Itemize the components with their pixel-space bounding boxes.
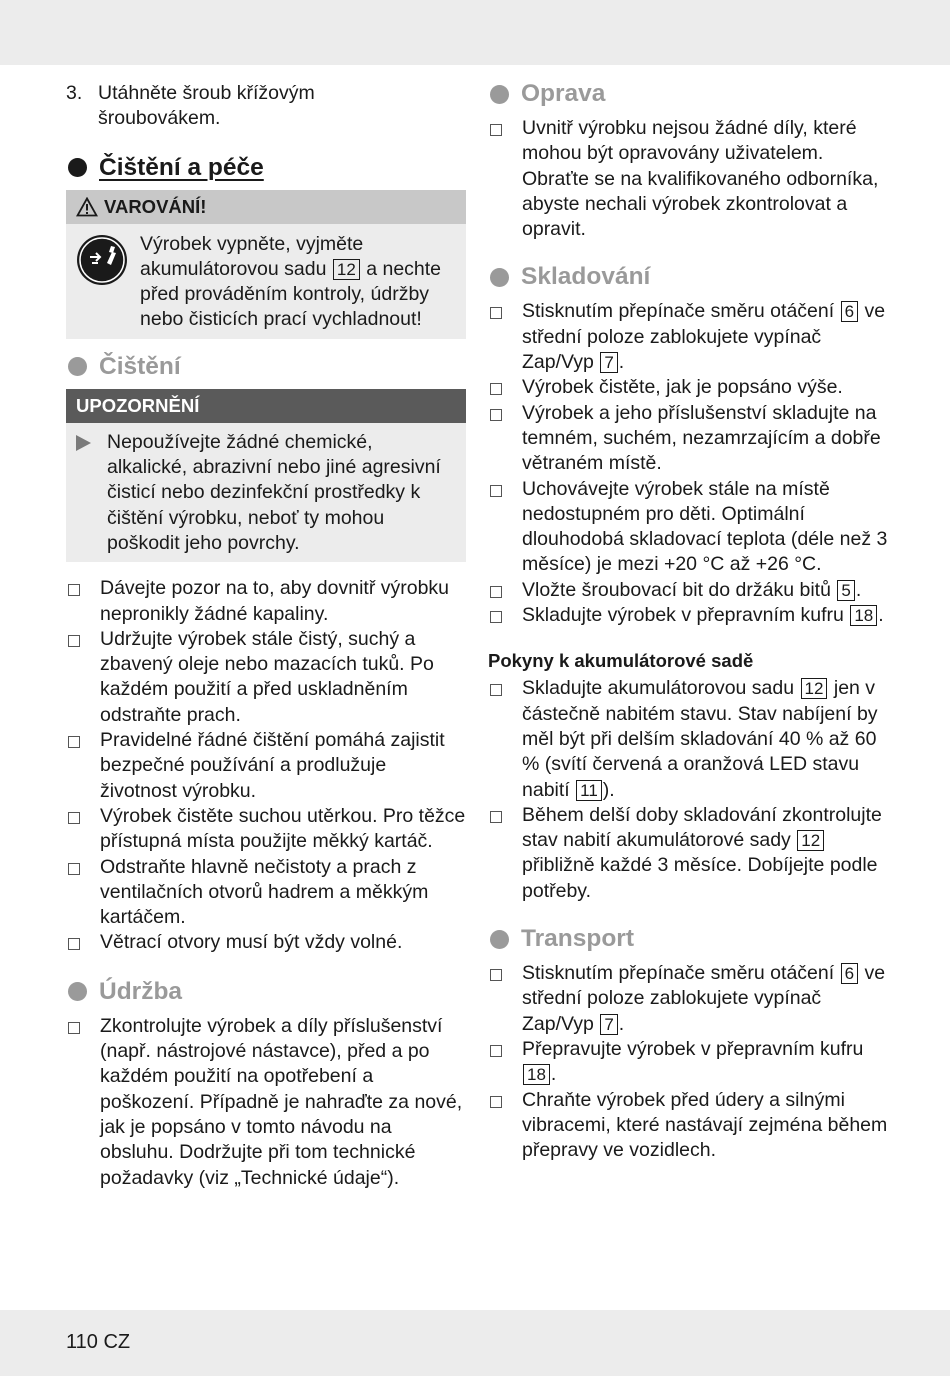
warning-body xyxy=(66,224,466,339)
step-number: 3. xyxy=(66,82,83,104)
checkbox-bullet-icon xyxy=(490,383,502,395)
bullet-dot-icon xyxy=(490,268,509,287)
battery-subheading: Pokyny k akumulátorové sadě xyxy=(488,650,754,672)
maintenance-title: Údržba xyxy=(99,977,183,1005)
bullet-dot-icon xyxy=(490,930,509,949)
checkbox-bullet-icon xyxy=(68,584,80,596)
bullet-dot-icon xyxy=(68,158,87,177)
right-column xyxy=(488,80,888,1163)
warning-text-b: a nechte před prováděním kontroly, údržby nebo čisticích prací vychladnout! xyxy=(140,257,442,331)
list-item: Pravidelné řádné čištění pomáhá zajistit bezpečné používání a prodlužuje životnost výrobku. xyxy=(66,728,466,804)
checkbox-bullet-icon xyxy=(490,1045,502,1057)
list-item: Odstraňte hlavně nečistoty a prach z ventilačních otvorů hadrem a měkkým kartáčem. xyxy=(66,855,466,931)
list-item: Chraňte výrobek před údery a silnými vibracemi, které nastávají zejména během přepravy ve vozidlech. xyxy=(488,1088,888,1164)
ref-5: 5 xyxy=(837,580,854,601)
checkbox-bullet-icon xyxy=(490,611,502,623)
list-item: Skladujte akumulátorovou sadu 12 jen v částečně nabitém stavu. Stav nabíjení by měl být při delším skladování 40 % až 60 % (svítí červená a oranžová LED stavu nabití 11 ). xyxy=(488,676,888,802)
step-text: Utáhněte šroub křížovým šroubovákem. xyxy=(98,82,315,130)
checkbox-bullet-icon xyxy=(490,811,502,823)
list-item: Přepravujte výrobek v přepravním kufru 18 . xyxy=(488,1037,888,1088)
ref-12: 12 xyxy=(801,678,828,699)
storage-heading xyxy=(488,263,888,291)
checkbox-bullet-icon xyxy=(490,684,502,696)
list-item: Během delší doby skladování zkontrolujte stav nabití akumulátorové sady 12 přibližně každé 3 měsíce. Dobíjejte podle potřeby. xyxy=(488,803,888,904)
checkbox-bullet-icon xyxy=(68,812,80,824)
maintenance-heading xyxy=(66,978,466,1006)
notice-header xyxy=(66,389,466,423)
transport-list xyxy=(488,961,888,1163)
warning-label: VAROVÁNÍ! xyxy=(104,195,207,217)
warning-text-a: Výrobek vypněte, vyjměte akumulátorovou sadu xyxy=(140,232,364,280)
battery-list xyxy=(488,676,888,904)
list-item: Uchovávejte výrobek stále na místě nedostupném pro děti. Optimální dlouhodobá skladovací teplota (déle než 3 měsíce) je mezi +20 °C až +26 °C. xyxy=(488,477,888,578)
list-item: Skladujte výrobek v přepravním kufru 18 . xyxy=(488,603,888,628)
checkbox-bullet-icon xyxy=(490,409,502,421)
checkbox-bullet-icon xyxy=(68,1022,80,1034)
ref-7: 7 xyxy=(600,352,617,373)
cleaning-list xyxy=(66,576,466,955)
checkbox-bullet-icon xyxy=(490,1096,502,1108)
ref-12: 12 xyxy=(797,830,824,851)
checkbox-bullet-icon xyxy=(490,586,502,598)
footer-band xyxy=(0,1310,950,1376)
list-item: Výrobek čistěte suchou utěrkou. Pro těžce přístupná místa použijte měkký kartáč. xyxy=(66,804,466,855)
unplug-icon xyxy=(76,234,128,286)
list-item: Udržujte výrobek stále čistý, suchý a zbavený oleje nebo mazacích tuků. Po každém použití a před uskladněním odstraňte prach. xyxy=(66,627,466,728)
bullet-dot-icon xyxy=(68,357,87,376)
cleaning-title: Čištění xyxy=(99,352,181,380)
warning-text xyxy=(140,232,458,333)
ref-11: 11 xyxy=(576,780,602,801)
checkbox-bullet-icon xyxy=(490,969,502,981)
warning-header xyxy=(66,190,466,224)
list-item: Stisknutím přepínače směru otáčení 6 ve střední poloze zablokujete vypínač Zap/Vyp 7 . xyxy=(488,961,888,1037)
page-number: 110 CZ xyxy=(66,1331,131,1353)
ref-18: 18 xyxy=(523,1064,550,1085)
notice-body xyxy=(66,423,466,562)
ref-7: 7 xyxy=(600,1014,617,1035)
care-title: Čištění a péče xyxy=(99,153,264,181)
list-item: Výrobek a jeho příslušenství skladujte na temném, suchém, nezamrzajícím a dobře větraném místě. xyxy=(488,401,888,477)
checkbox-bullet-icon xyxy=(490,307,502,319)
warning-triangle-icon xyxy=(76,197,98,217)
list-item: Uvnitř výrobku nejsou žádné díly, které mohou být opravovány uživatelem. Obraťte se na kvalifikovaného odborníka, abyste nechali výrobek zkontrolovat a opravit. xyxy=(488,116,888,242)
list-item: Dávejte pozor na to, aby dovnitř výrobku nepronikly žádné kapaliny. xyxy=(66,576,466,627)
repair-list xyxy=(488,116,888,242)
ref-6: 6 xyxy=(841,301,858,322)
checkbox-bullet-icon xyxy=(68,736,80,748)
ref-18: 18 xyxy=(850,605,877,626)
bullet-dot-icon xyxy=(68,982,87,1001)
care-heading xyxy=(66,154,466,182)
storage-title: Skladování xyxy=(521,263,651,291)
list-item: Výrobek čistěte, jak je popsáno výše. xyxy=(488,375,888,400)
bullet-dot-icon xyxy=(490,85,509,104)
transport-heading xyxy=(488,925,888,953)
arrow-right-icon xyxy=(76,435,91,451)
notice-label: UPOZORNĚNÍ xyxy=(76,394,200,416)
checkbox-bullet-icon xyxy=(68,863,80,875)
list-item: Větrací otvory musí být vždy volné. xyxy=(66,930,466,955)
step-3 xyxy=(66,81,466,132)
ref-6: 6 xyxy=(841,963,858,984)
repair-title: Oprava xyxy=(521,80,606,107)
list-item: Vložte šroubovací bit do držáku bitů 5 . xyxy=(488,578,888,603)
checkbox-bullet-icon xyxy=(490,124,502,136)
checkbox-bullet-icon xyxy=(68,635,80,647)
list-item: Zkontrolujte výrobek a díly příslušenství (např. nástrojové nástavce), před a po každém použití na opotřebení a poškození. Případně je nahraďte za nové, jak je popsáno v tomto návodu na obsluhu. Dodržujte při tom technické požadavky (viz „Technické údaje“). xyxy=(66,1014,466,1191)
ref-12: 12 xyxy=(333,259,360,280)
checkbox-bullet-icon xyxy=(490,485,502,497)
list-item: Stisknutím přepínače směru otáčení 6 ve střední poloze zablokujete vypínač Zap/Vyp 7 . xyxy=(488,299,888,375)
notice-text: Nepoužívejte žádné chemické, alkalické, abrazivní nebo jiné agresivní čisticí nebo dezinfekční prostředky k čištění výrobku, neboť ty mohou poškodit jeho povrchy. xyxy=(107,430,441,554)
cleaning-heading xyxy=(66,353,466,381)
repair-heading xyxy=(488,80,888,108)
checkbox-bullet-icon xyxy=(68,938,80,950)
storage-list xyxy=(488,299,888,628)
left-column xyxy=(66,80,466,1191)
transport-title: Transport xyxy=(521,925,634,953)
maintenance-list xyxy=(66,1014,466,1191)
top-band xyxy=(0,0,950,65)
